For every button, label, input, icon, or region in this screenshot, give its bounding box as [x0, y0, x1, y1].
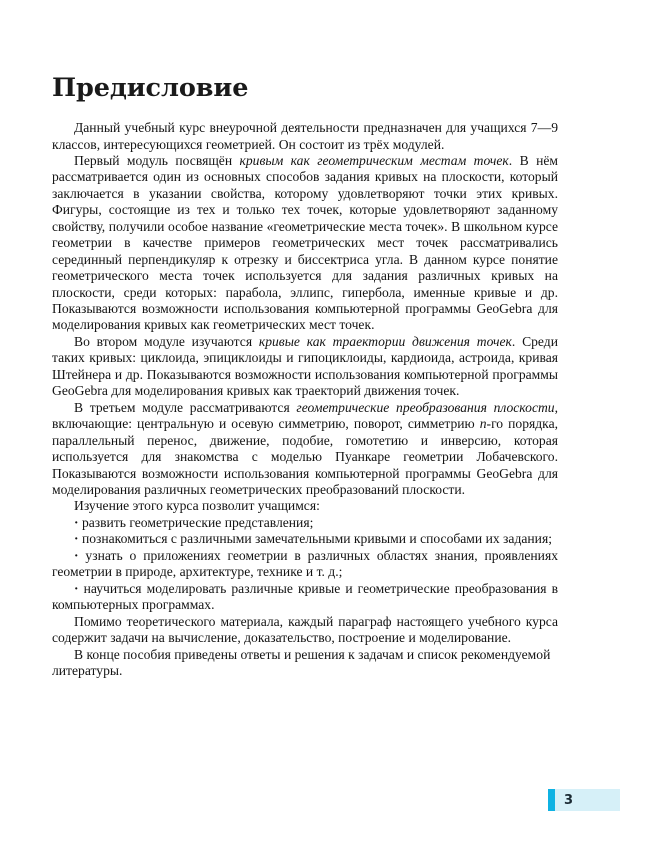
- plain-text: В третьем модуле рассматриваются: [74, 399, 297, 415]
- body-text: [52, 120, 558, 679]
- plain-text: Данный учебный курс внеурочной деятельности предназначен для учащихся 7—9 классов, интересующихся геометрией. Он состоит из трёх модулей.: [52, 120, 558, 152]
- objectives-list: [52, 515, 558, 614]
- plain-text: -го порядка, параллельный перенос, движение, подобие, гомотетию и инверсию, которая используется для знакомства с моделью Пуанкаре геометрии Лобачевского. Показываются возможности использования компьютерной программы GeoGebra для моделирования различных геометрических преобразований плоскости.: [52, 416, 559, 498]
- plain-text: . Среди таких кривых: циклоида, эпициклоиды и гипоциклоиды, кардиоида, астроида, кривая Штейнера и др. Показываются возможности использования компьютерной программы GeoGebra для моделирования кривых как траекторий движения точек.: [52, 333, 558, 399]
- paragraph-module-three: [52, 400, 558, 499]
- bullet-marker-icon: ·: [74, 514, 82, 530]
- page-number-badge: [548, 789, 620, 811]
- paragraph-intro: [52, 120, 558, 153]
- page-title: Предисловие: [52, 73, 249, 103]
- plain-text: Изучение этого курса позволит учащимся:: [74, 498, 320, 514]
- list-item-label: узнать о приложениях геометрии в различных областях знания, проявлениях геометрии в природе, архитектуре, технике и т. д.;: [52, 547, 559, 580]
- plain-text: , включающие: центральную и осевую симметрию, поворот, симметрию: [52, 399, 558, 432]
- emphasis-text: геометрические преобразования плоскости: [296, 399, 555, 415]
- paragraph-closing-two: В конце пособия приведены ответы и решения к задачам и список рекомендуемой литературы.: [52, 646, 551, 678]
- paragraph-objectives-lead: [52, 498, 558, 514]
- bullet-marker-icon: ·: [74, 547, 86, 563]
- list-item: [52, 581, 558, 614]
- list-item-label: познакомиться с различными замечательными кривыми и способами их задания;: [81, 531, 552, 547]
- emphasis-text: кривым как геометрическим местам точек: [239, 152, 509, 168]
- paragraph-closing-one: Помимо теоретического материала, каждый параграф настоящего учебного курса содержит задачи на вычисление, доказательство, построение и моделирование.: [52, 613, 558, 646]
- plain-text: . В нём рассматривается один из основных способов задания кривых на плоскости, который заключается в указании свойства, которому удовлетворяют точки этих кривых. Фигуры, состоящие из тех и только тех точек, которые удовлетворяют заданному свойству, получили особое название «геометрические места точек». В школьном курсе геометрии в качестве примеров геометрических мест точек рассматривались серединный перпендикуляр к отрезку и биссектриса угла. В данном курсе понятие геометрического места точек используется для задания различных кривых на плоскости, среди которых: парабола, эллипс, гипербола, именные кривые и др. Показываются возможности использования компьютерной программы GeoGebra для моделирования кривых как геометрических мест точек.: [52, 152, 558, 333]
- page-badge-accent-bar: [548, 789, 555, 811]
- list-item: [52, 515, 558, 531]
- paragraph-module-two: [52, 334, 558, 400]
- plain-text: Первый модуль посвящён: [74, 152, 240, 168]
- page-number: 3: [564, 792, 574, 808]
- list-item: [52, 548, 558, 581]
- list-item-label: развить геометрические представления;: [81, 514, 314, 530]
- emphasis-text: кривые как траектории движения точек: [258, 333, 512, 349]
- plain-text: Во втором модуле изучаются: [74, 333, 259, 349]
- bullet-marker-icon: ·: [74, 580, 84, 596]
- list-item-label: научиться моделировать различные кривые и геометрические преобразования в компьютерных программах.: [52, 580, 558, 613]
- bullet-marker-icon: ·: [74, 531, 82, 547]
- page-content: [52, 74, 558, 679]
- emphasis-text: n: [479, 416, 487, 432]
- paragraph-module-one: [52, 153, 558, 334]
- list-item: [52, 531, 558, 547]
